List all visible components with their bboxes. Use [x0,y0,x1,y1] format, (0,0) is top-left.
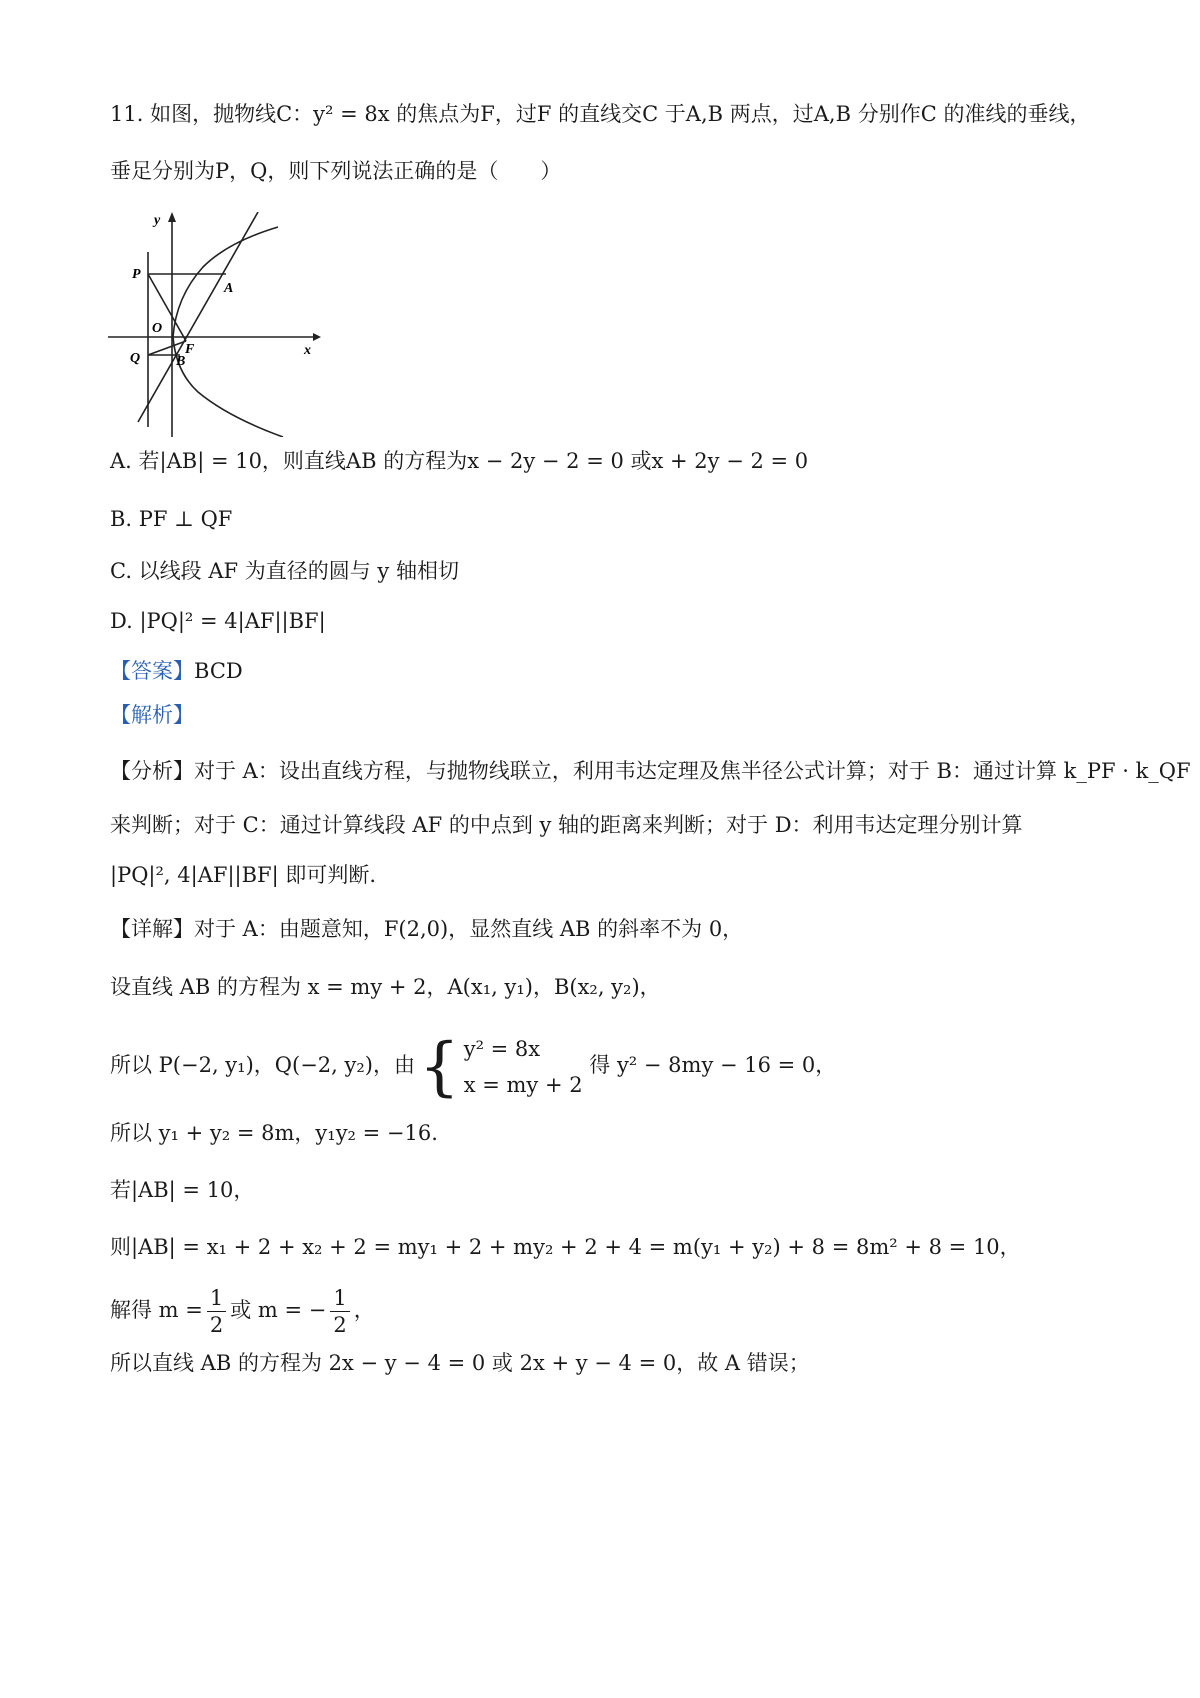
focal-chord-line [138,212,258,422]
x-axis-arrow [313,333,321,341]
parabola-figure [108,212,323,437]
detail-line-1 [110,914,743,944]
detail-line-3 [110,1025,836,1105]
detail-line-8: 所以直线 AB 的方程为 2x − y − 4 = 0 或 2x + y − 4 = 0，故 A 错误； [110,1351,810,1375]
detail-line-7-pre: 解得 m = [110,1298,203,1322]
y-axis-arrow [168,212,176,222]
fenxi-line-3: |PQ|², 4|AF||BF| 即可判断. [110,863,377,887]
fraction-2-numerator: 1 [330,1285,349,1312]
answer-line [110,656,243,686]
equation-system [464,1031,583,1103]
label-Q: Q [130,351,141,366]
question-line-2: 垂足分别为P，Q，则下列说法正确的是（ ） [110,159,562,183]
detail-tag: 【详解】 [110,917,194,941]
option-c: C. 以线段 AF 为直径的圆与 y 轴相切 [110,559,459,583]
detail-line-3-post: 得 y² − 8my − 16 = 0， [589,1053,837,1077]
detail-text-1: 对于 A：由题意知，F(2,0)，显然直线 AB 的斜率不为 0， [194,917,744,941]
label-B: B [176,354,186,369]
option-d: D. |PQ|² = 4|AF||BF| [110,609,326,633]
analysis-tag [110,700,194,730]
detail-line-7-mid: 或 m = − [230,1298,327,1322]
detail-line-7-post: ， [353,1298,375,1322]
fraction-1-numerator: 1 [207,1285,226,1312]
fenxi-line-2: 来判断；对于 C：通过计算线段 AF 的中点到 y 轴的距离来判断；对于 D：利用韦达定理分别计算 [110,813,1023,837]
fraction-half-2 [330,1285,349,1338]
analysis-tag-text: 【解析】 [110,703,194,727]
label-P: P [132,267,141,282]
answer-value: BCD [194,659,243,683]
detail-line-4: 所以 y₁ + y₂ = 8m，y₁y₂ = −16. [110,1121,438,1145]
detail-line-6: 则|AB| = x₁ + 2 + x₂ + 2 = my₁ + 2 + my₂ + 2 + 4 = m(y₁ + y₂) + 8 = 8m² + 8 = 10， [110,1235,1021,1259]
detail-line-7 [110,1280,375,1340]
system-eq-1: y² = 8x [463,1036,541,1061]
fenxi-tag: 【分析】 [110,759,194,783]
label-x: x [304,343,311,358]
fraction-1-denominator: 2 [209,1313,224,1337]
system-brace: { [418,1029,460,1104]
fraction-half-1 [207,1285,226,1338]
system-eq-2: x = my + 2 [463,1072,583,1097]
detail-line-5: 若|AB| = 10， [110,1178,255,1202]
fenxi-line-1 [110,756,1191,786]
fraction-2-denominator: 2 [333,1313,347,1337]
label-O: O [152,321,163,336]
option-b: B. PF ⊥ QF [110,507,233,531]
detail-line-3-pre: 所以 P(−2, y₁)，Q(−2, y₂)，由 [110,1053,415,1077]
fenxi-text-1: 对于 A：设出直线方程，与抛物线联立，利用韦达定理及焦半径公式计算；对于 B：通过计算 k_PF · k_QF [194,759,1191,783]
label-y: y [154,213,161,228]
option-a: A. 若|AB| = 10，则直线AB 的方程为x − 2y − 2 = 0 或x + 2y − 2 = 0 [110,449,809,473]
answer-tag: 【答案】 [110,659,194,683]
question-line-1: 11. 如图，抛物线C：y² = 8x 的焦点为F，过F 的直线交C 于A,B 两点，过A,B 分别作C 的准线的垂线， [110,102,1091,126]
label-A: A [224,281,234,296]
detail-line-2: 设直线 AB 的方程为 x = my + 2，A(x₁, y₁)，B(x₂, y₂)， [110,975,661,999]
label-F: F [185,342,195,357]
